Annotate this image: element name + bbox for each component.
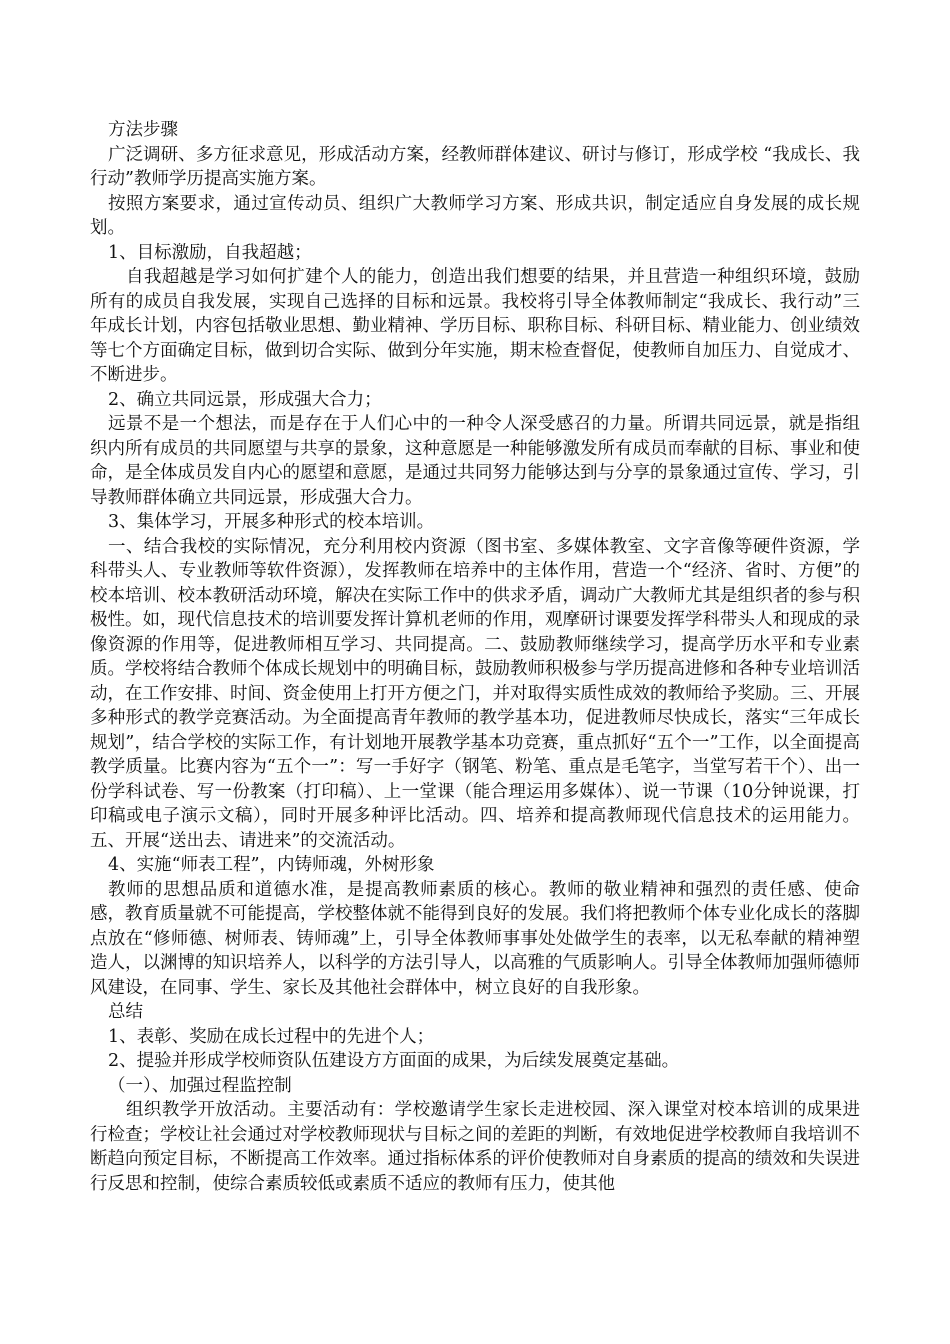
paragraph-vision: 远景不是一个想法，而是存在于人们心中的一种令人深受感召的力量。所谓共同远景，就是指组织内所有成员的共同愿望与共享的景象，这种意愿是一种能够激发所有成员而奉献的目标、事业和使命，是全体成员发自内心的愿望和意愿，是通过共同努力能够达到与分享的景象通过宣传、学习，引导教师群体确立共同远景，形成强大合力。 bbox=[90, 414, 860, 508]
paragraph-self-transcendence: 自我超越是学习如何扩建个人的能力，创造出我们想要的结果，并且营造一种组织环境，鼓励所有的成员自我发展，实现自己选择的目标和远景。我校将引导全体教师制定“我成长、我行动”三年成长计划，内容包括敬业思想、勤业精神、学历目标、职称目标、科研目标、精业能力、创业绩效等七个方面确定目标，做到切合实际、做到分年实施，期末检查督促，使教师自加压力、自觉成才、不断进步。 bbox=[90, 267, 860, 385]
document-body bbox=[90, 118, 860, 1196]
heading-goal-motivation: 1、目标激励，自我超越； bbox=[108, 242, 312, 263]
heading-collective-learning: 3、集体学习，开展多种形式的校本培训。 bbox=[108, 512, 435, 532]
heading-shared-vision: 2、确立共同远景，形成强大合力； bbox=[108, 389, 382, 410]
paragraph-plan: 按照方案要求，通过宣传动员、组织广大教师学习方案、形成共识，制定适应自身发展的成长规划。 bbox=[90, 193, 860, 238]
heading-process-monitoring: （一）、加强过程监控制 bbox=[108, 1075, 292, 1096]
list-item-results: 2、提验并形成学校师资队伍建设方方面面的成果，为后续发展奠定基础。 bbox=[108, 1051, 680, 1071]
heading-summary: 总结 bbox=[108, 1002, 143, 1022]
paragraph-open-activities: 组织教学开放活动。主要活动有：学校邀请学生家长走进校园、深入课堂对校本培训的成果进行检查；学校让社会通过对学校教师现状与目标之间的差距的判断，有效地促进学校教师自我培训不断趋向预定目标，不断提高工作效率。通过指标体系的评价使教师对自身素质的提高的绩效和失误进行反思和控制，使综合素质较低或素质不适应的教师有压力，使其他 bbox=[90, 1100, 860, 1194]
paragraph-ethics: 教师的思想品质和道德水准，是提高教师素质的核心。教师的敬业精神和强烈的责任感、使命感，教育质量就不可能提高，学校整体就不能得到良好的发展。我们将把教师个体专业化成长的落脚点放在“修师德、树师表、铸师魂”上，引导全体教师事事处处做学生的表率，以无私奉献的精神塑造人，以渊博的知识培养人，以科学的方法引导人，以高雅的气质影响人。引导全体教师加强师德师风建设，在同事、学生、家长及其他社会群体中，树立良好的自我形象。 bbox=[90, 879, 860, 998]
heading-teacher-model: 4、实施“师表工程”，内铸师魂，外树形象 bbox=[108, 855, 435, 875]
list-item-awards: 1、表彰、奖励在成长过程中的先进个人； bbox=[108, 1026, 435, 1047]
paragraph-training: 一、结合我校的实际情况，充分利用校内资源（图书室、多媒体教室、文字音像等硬件资源，学科带头人、专业教师等软件资源），发挥教师在培养中的主体作用，营造一个“经济、省时、方便”的校本培训、校本教研活动环境，解决在实际工作中的供求矛盾，调动广大教师尤其是组织者的参与积极性。如，现代信息技术的培训要发挥计算机老师的作用，观摩研讨课要发挥学科带头人和现成的录像资源的作用等，促进教师相互学习、共同提高。二、鼓励教师继续学习，提高学历水平和专业素质。学校将结合教师个体成长规划中的明确目标，鼓励教师积极参与学历提高进修和各种专业培训活动，在工作安排、时间、资金使用上打开方便之门，并对取得实质性成效的教师给予奖励。三、开展多种形式的教学竞赛活动。为全面提高青年教师的教学基本功，促进教师尽快成长，落实“三年成长规划”，结合学校的实际工作，有计划地开展教学基本功竞赛，重点抓好“五个一”工作，以全面提高教学质量。比赛内容为“五个一”：写一手好字（钢笔、粉笔、重点是毛笔字，当堂写若干个）、出一份学科试卷、写一份教案（打印稿）、上一堂课（能合理运用多媒体）、说一节课（10分钟说课，打印稿或电子演示文稿），同时开展多种评比活动。四、培养和提高教师现代信息技术的运用能力。五、开展“送出去、请进来”的交流活动。 bbox=[90, 536, 860, 851]
heading-method-steps: 方法步骤 bbox=[108, 120, 178, 140]
paragraph-research: 广泛调研、多方征求意见，形成活动方案，经教师群体建议、研讨与修订，形成学校 “我成长、我行动”教师学历提高实施方案。 bbox=[90, 144, 860, 189]
